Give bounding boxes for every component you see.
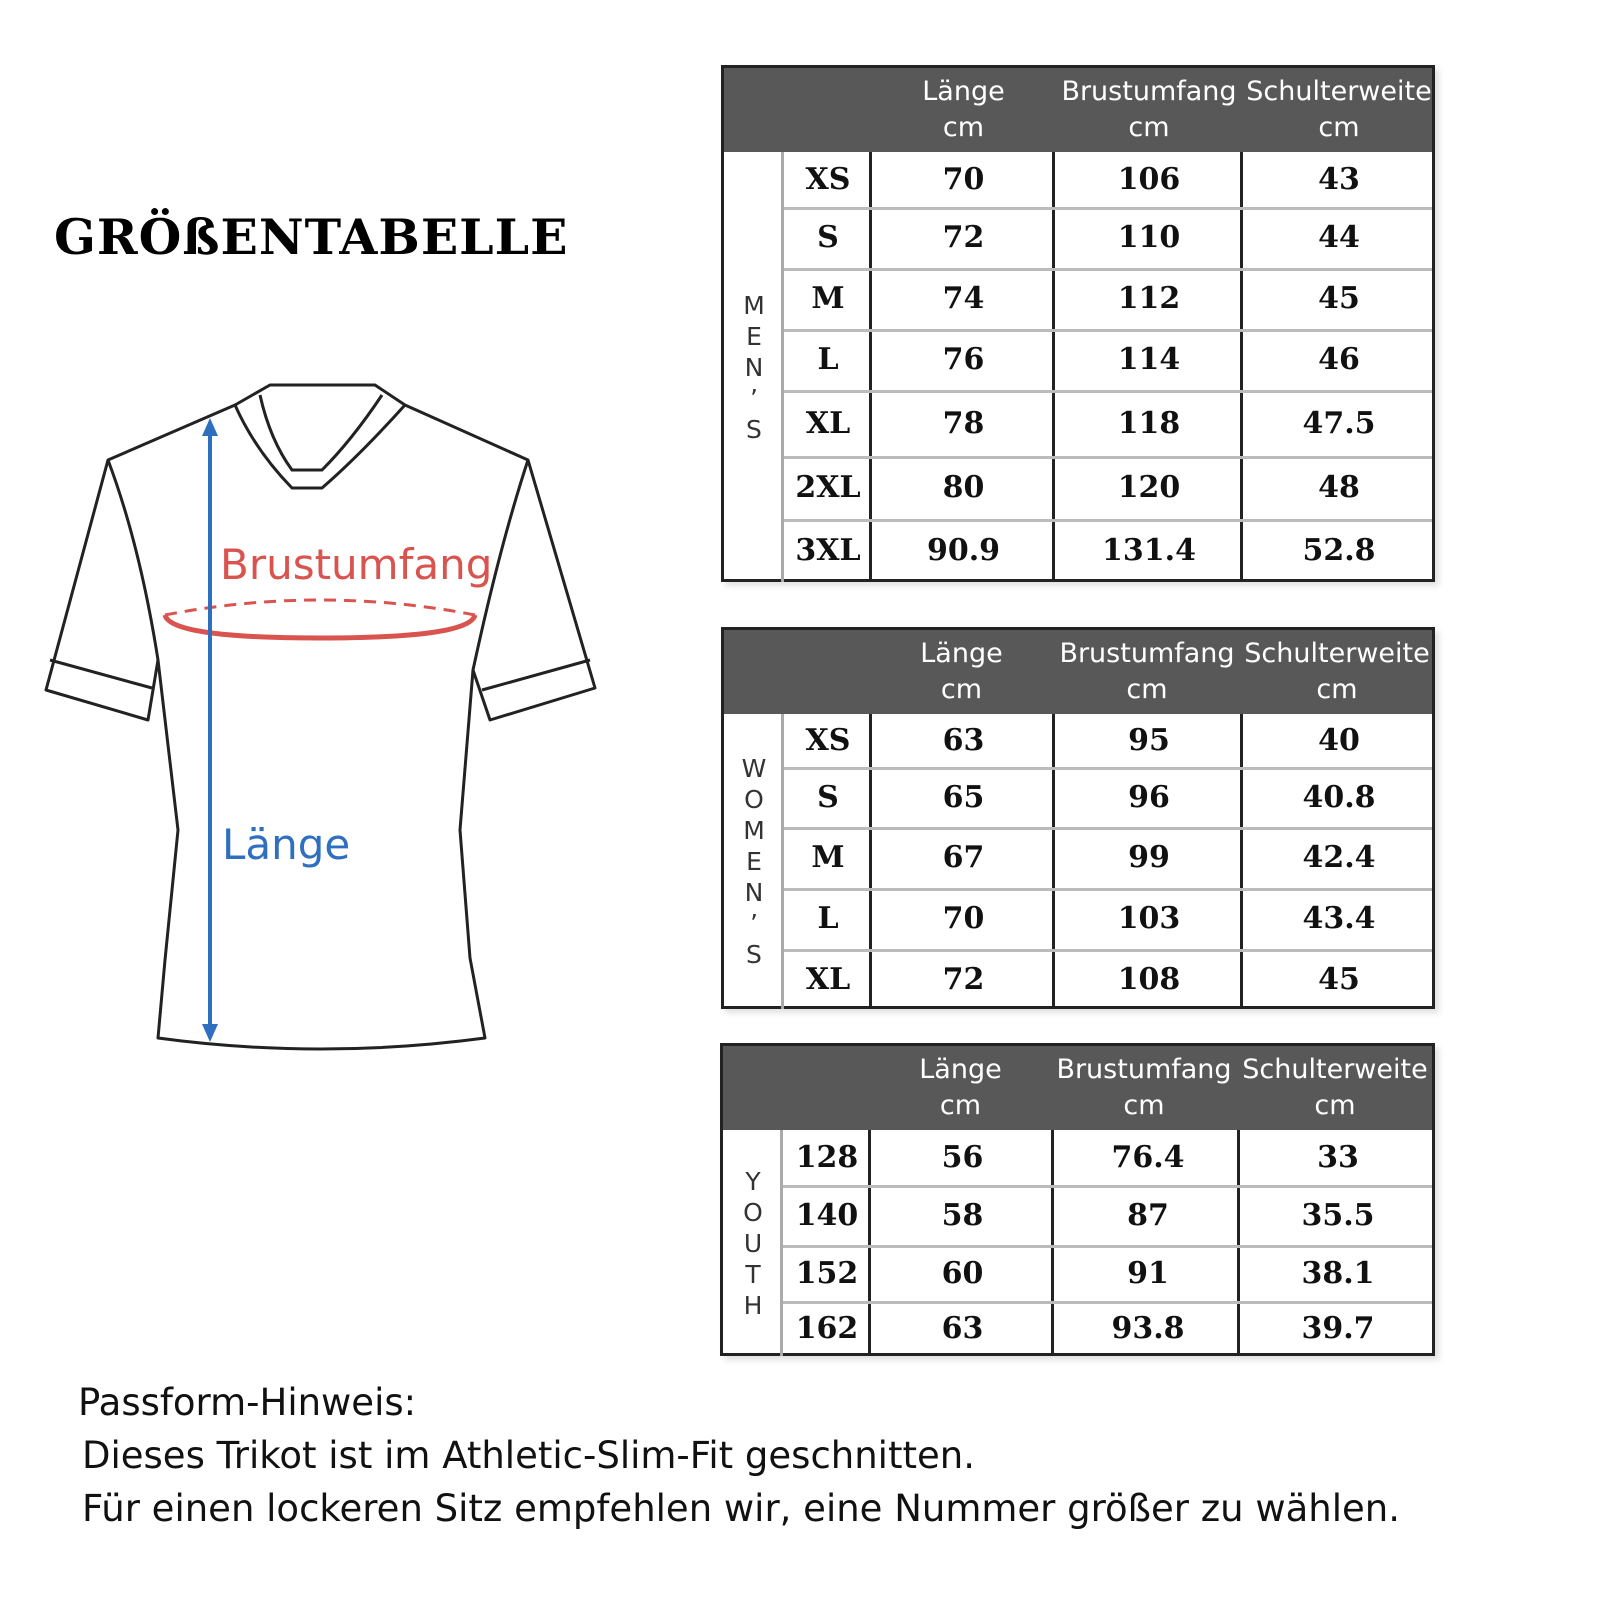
brustumfang-cell: 96 xyxy=(1128,779,1170,815)
table-row xyxy=(784,329,1432,390)
schulterweite-cell: 42.4 xyxy=(1302,840,1376,875)
brustumfang-cell: 99 xyxy=(1128,840,1170,875)
laenge-cell: 56 xyxy=(941,1140,984,1175)
laenge-cell: 65 xyxy=(942,779,985,815)
brustumfang-cell: 87 xyxy=(1127,1197,1169,1233)
schulterweite-cell: 39.7 xyxy=(1301,1311,1375,1346)
brustumfang-cell: 108 xyxy=(1117,961,1181,997)
size-cell: L xyxy=(817,901,839,936)
page-title: GRÖßENTABELLE xyxy=(54,208,569,266)
schulterweite-cell: 48 xyxy=(1318,470,1360,505)
table-row xyxy=(784,152,1432,207)
size-cell: 128 xyxy=(795,1140,859,1175)
mens-group-label: M E N ’ S xyxy=(743,290,765,444)
schulterweite-cell: 35.5 xyxy=(1301,1197,1375,1233)
laenge-cell: 58 xyxy=(941,1197,984,1233)
header-schulterweite: Schulterweite cm xyxy=(1244,638,1430,705)
schulterweite-cell: 38.1 xyxy=(1301,1255,1375,1291)
youth-group-label: Y O U T H xyxy=(743,1166,763,1320)
youth-size-table xyxy=(720,1043,1435,1356)
laenge-cell: 70 xyxy=(942,162,985,197)
laenge-cell: 72 xyxy=(942,220,985,255)
size-cell: XS xyxy=(805,723,851,758)
brustumfang-cell: 114 xyxy=(1117,342,1181,377)
fit-note-line-1: Dieses Trikot ist im Athletic-Slim-Fit geschnitten. xyxy=(82,1434,975,1477)
header-schulterweite: Schulterweite cm xyxy=(1246,76,1432,143)
schulterweite-cell: 40 xyxy=(1318,723,1360,758)
laenge-cell: 63 xyxy=(941,1311,984,1346)
schulterweite-cell: 43 xyxy=(1318,162,1360,197)
fit-note xyxy=(78,1376,1400,1535)
womens-size-table xyxy=(721,627,1435,1009)
size-cell: M xyxy=(811,281,845,316)
header-laenge: Länge cm xyxy=(919,1054,1002,1121)
size-cell: 2XL xyxy=(795,470,861,505)
laenge-cell: 90.9 xyxy=(926,533,1001,568)
brustumfang-cell: 95 xyxy=(1128,723,1170,758)
schulterweite-cell: 45 xyxy=(1318,961,1360,997)
size-cell: 3XL xyxy=(795,533,861,568)
brustumfang-cell: 112 xyxy=(1117,281,1181,316)
header-laenge: Länge cm xyxy=(922,76,1005,143)
size-cell: XL xyxy=(805,405,851,441)
laenge-cell: 70 xyxy=(942,901,985,936)
size-cell: S xyxy=(817,779,839,815)
table-row xyxy=(784,268,1432,329)
header-brustumfang: Brustumfang cm xyxy=(1056,1054,1232,1121)
laenge-cell: 76 xyxy=(942,342,985,377)
schulterweite-cell: 43.4 xyxy=(1302,901,1376,936)
size-cell: 140 xyxy=(795,1197,859,1233)
schulterweite-cell: 33 xyxy=(1317,1140,1359,1175)
table-row xyxy=(783,1185,1432,1245)
laenge-cell: 67 xyxy=(942,840,985,875)
brustumfang-cell: 93.8 xyxy=(1111,1311,1185,1346)
size-cell: L xyxy=(817,342,839,377)
table-row xyxy=(783,1245,1432,1301)
size-cell: XS xyxy=(805,162,851,197)
table-row xyxy=(784,390,1432,456)
womens-group-label: W O M E N ’ S xyxy=(741,754,767,969)
table-row xyxy=(784,519,1432,582)
brustumfang-cell: 76.4 xyxy=(1111,1140,1185,1175)
mens-size-table xyxy=(721,65,1435,582)
schulterweite-cell: 45 xyxy=(1318,281,1360,316)
laenge-cell: 78 xyxy=(942,405,985,441)
brustumfang-cell: 91 xyxy=(1127,1255,1169,1291)
table-row xyxy=(784,827,1432,888)
table-row xyxy=(784,456,1432,519)
brustumfang-cell: 118 xyxy=(1117,405,1181,441)
length-label: Länge xyxy=(222,820,351,869)
brustumfang-cell: 120 xyxy=(1117,470,1181,505)
size-cell: 162 xyxy=(795,1311,859,1346)
fit-note-line-2: Für einen lockeren Sitz empfehlen wir, eine Nummer größer zu wählen. xyxy=(82,1487,1400,1530)
laenge-cell: 60 xyxy=(941,1255,984,1291)
table-row xyxy=(784,949,1432,1009)
header-schulterweite: Schulterweite cm xyxy=(1242,1054,1428,1121)
laenge-cell: 74 xyxy=(942,281,985,316)
size-cell: XL xyxy=(805,961,851,997)
schulterweite-cell: 44 xyxy=(1318,220,1360,255)
size-cell: 152 xyxy=(795,1255,859,1291)
header-laenge: Länge cm xyxy=(920,638,1003,705)
table-row xyxy=(784,207,1432,268)
laenge-cell: 72 xyxy=(942,961,985,997)
fit-note-heading: Passform-Hinweis: xyxy=(78,1381,417,1424)
schulterweite-cell: 47.5 xyxy=(1302,405,1376,441)
brustumfang-cell: 110 xyxy=(1117,220,1181,255)
table-row xyxy=(784,888,1432,949)
schulterweite-cell: 52.8 xyxy=(1302,533,1376,568)
size-cell: S xyxy=(817,220,839,255)
brustumfang-cell: 106 xyxy=(1117,162,1181,197)
table-row xyxy=(783,1130,1432,1185)
table-row xyxy=(783,1301,1432,1356)
brustumfang-cell: 131.4 xyxy=(1102,533,1196,568)
schulterweite-cell: 46 xyxy=(1318,342,1360,377)
table-row xyxy=(784,714,1432,767)
chest-label: Brustumfang xyxy=(220,540,493,589)
header-brustumfang: Brustumfang cm xyxy=(1061,76,1237,143)
shirt-diagram xyxy=(30,370,630,1090)
schulterweite-cell: 40.8 xyxy=(1302,779,1376,815)
laenge-cell: 63 xyxy=(942,723,985,758)
laenge-cell: 80 xyxy=(942,470,985,505)
table-row xyxy=(784,767,1432,827)
brustumfang-cell: 103 xyxy=(1117,901,1181,936)
header-brustumfang: Brustumfang cm xyxy=(1059,638,1235,705)
size-cell: M xyxy=(811,840,845,875)
